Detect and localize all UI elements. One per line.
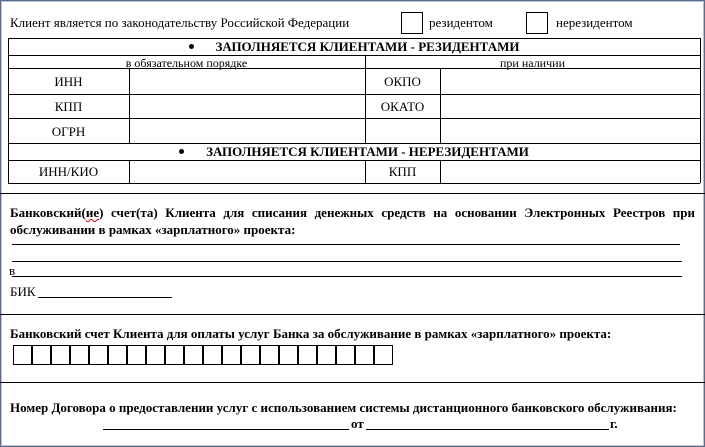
inn-field[interactable] [130,69,364,93]
bik-field[interactable] [38,297,172,298]
kpp-label: КПП [54,99,83,114]
bank-name-line[interactable] [12,276,682,277]
service-account-heading: Банковский счет Клиента для оплаты услуг Банка за обслуживание в рамках «зарплатного» проекта: [10,326,612,341]
optional-subheader: при наличии [500,56,565,70]
bik-label: БИК [10,284,36,299]
in-bank-prefix: в [9,263,16,278]
nonresident-checkbox[interactable] [526,12,548,34]
residents-title: ЗАПОЛНЯЕТСЯ КЛИЕНТАМИ - РЕЗИДЕНТАМИ [8,39,700,55]
contract-date-field[interactable] [366,429,609,430]
resident-status-text: Клиент является по законодательству Российской Федерации [10,15,350,30]
bullet-icon [189,44,194,49]
from-label: от [351,416,364,431]
account-digit-cell[interactable] [89,345,108,365]
account-line[interactable] [12,261,682,262]
year-suffix: г. [610,416,618,431]
ogrn-label: ОГРН [51,124,86,139]
contract-heading: Номер Договора о предоставлении услуг с использованием системы дистанционного банковского обслуживания: [10,400,677,415]
account-digit-cell[interactable] [184,345,203,365]
section-divider [0,314,705,315]
account-digit-cell[interactable] [355,345,374,365]
resident-label: резидентом [429,15,493,30]
account-digit-cell[interactable] [127,345,146,365]
resident-checkbox[interactable] [401,12,423,34]
inn-label: ИНН [54,74,83,89]
account-digit-cell[interactable] [298,345,317,365]
salary-accounts-heading: Банковский(ие) счет(та) Клиента для списания денежных средств на основании Электронных Реестров при обслуживании в рамках «зарплатного» проекта: [10,205,695,237]
nonresident-kpp-field[interactable] [441,161,699,182]
account-digit-cell[interactable] [108,345,127,365]
okpo-label: ОКПО [384,74,421,89]
account-digit-cell[interactable] [279,345,298,365]
section-divider [0,382,705,383]
nonresidents-title: ЗАПОЛНЯЕТСЯ КЛИЕНТАМИ - НЕРЕЗИДЕНТАМИ [8,144,700,160]
account-digit-cell[interactable] [222,345,241,365]
nonresident-label: нерезидентом [556,15,633,30]
okato-label: ОКАТО [380,99,425,114]
account-digit-cell[interactable] [146,345,165,365]
kpp-field[interactable] [130,95,364,117]
inn-kio-label: ИНН/КИО [38,164,99,179]
account-digit-cell[interactable] [13,345,32,365]
account-digit-cell[interactable] [51,345,70,365]
ogrn-field[interactable] [130,119,364,142]
bullet-icon [179,149,184,154]
account-line[interactable] [12,244,680,245]
account-digit-cell[interactable] [203,345,222,365]
account-digit-cell[interactable] [165,345,184,365]
mandatory-subheader: в обязательном порядке [125,56,248,70]
account-digit-cell[interactable] [260,345,279,365]
account-digit-cell[interactable] [70,345,89,365]
section-divider [0,193,705,194]
inn-kio-field[interactable] [130,161,364,182]
account-digit-cell[interactable] [241,345,260,365]
okato-field[interactable] [441,95,699,117]
account-digit-cell[interactable] [32,345,51,365]
account-digit-cell[interactable] [336,345,355,365]
account-digit-cell[interactable] [317,345,336,365]
account-digit-cell[interactable] [374,345,393,365]
okpo-field[interactable] [441,69,699,93]
contract-number-field[interactable] [103,429,349,430]
nonresident-kpp-label: КПП [388,164,417,179]
